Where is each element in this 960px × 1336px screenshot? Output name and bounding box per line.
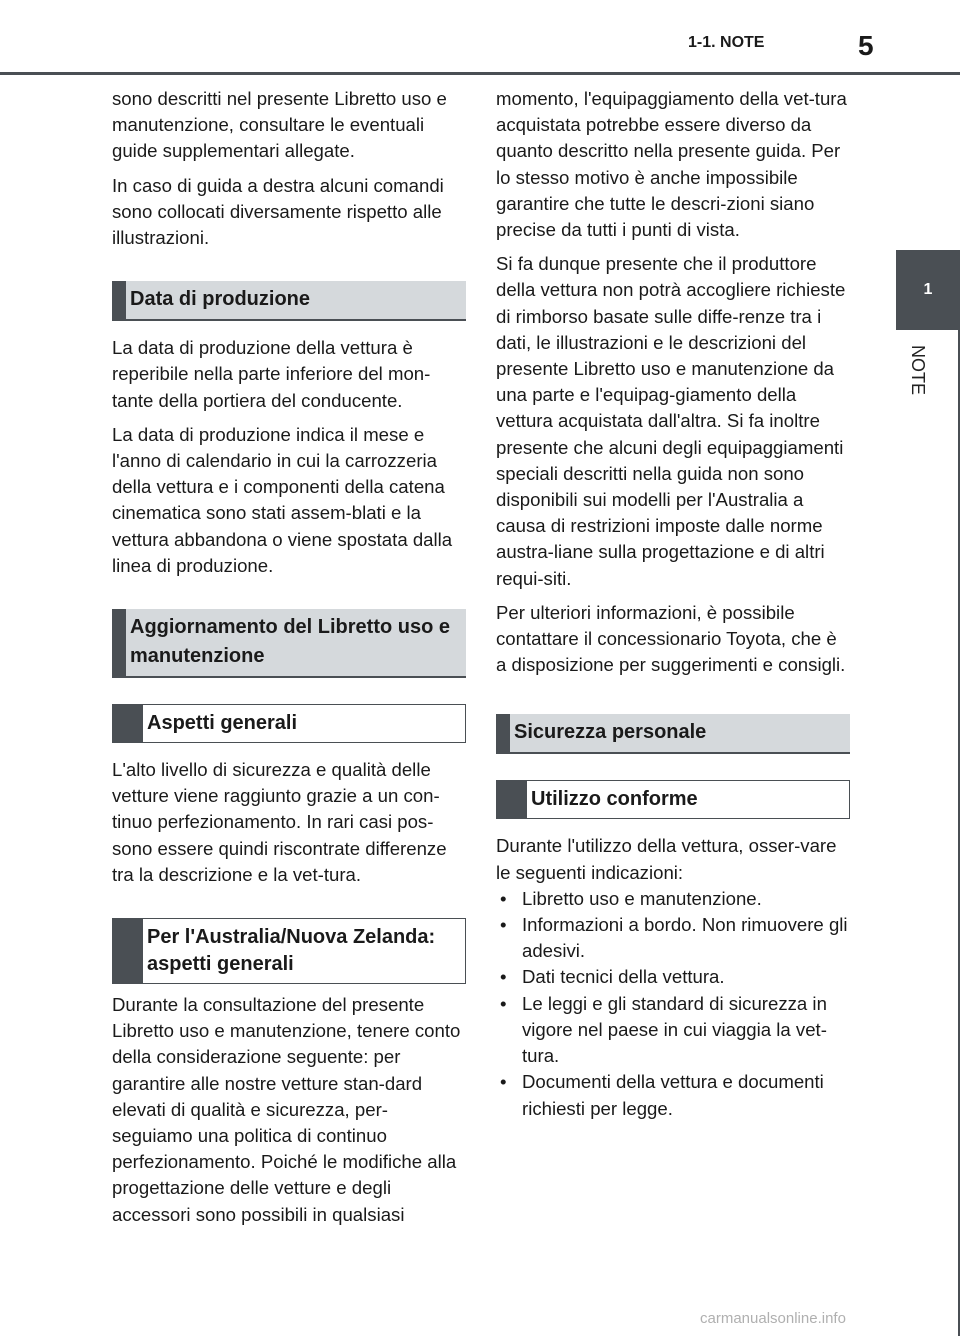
list-item: • Libretto uso e manutenzione. bbox=[496, 886, 850, 912]
intro-paragraph-1: sono descritti nel presente Libretto uso e manutenzione, consultare le eventuali guide supplementari allegate. bbox=[112, 88, 447, 162]
list-item: • Dati tecnici della vettura. bbox=[496, 964, 850, 990]
page-number: 5 bbox=[858, 30, 874, 61]
aspetti-paragraph: L'alto livello di sicurezza e qualità delle vetture viene raggiunto grazie a un con-tinuo perfezionamento. In rari casi pos-sono essere quindi riscontrate differenze tra la descrizione e la vet-tura. bbox=[112, 759, 447, 885]
list-item: • Informazioni a bordo. Non rimuovere gli adesivi. bbox=[496, 912, 850, 964]
intro-paragraph-2: In caso di guida a destra alcuni comandi sono collocati diversamente rispetto alle illustrazioni. bbox=[112, 174, 444, 249]
subsection-heading-australia bbox=[112, 918, 466, 984]
subsection-heading-text: Per l'Australia/Nuova Zelanda: aspetti generali bbox=[147, 926, 436, 976]
subsection-heading-aspetti-generali bbox=[112, 704, 466, 743]
left-column bbox=[112, 86, 466, 1236]
list-item: • Le leggi e gli standard di sicurezza in vigore nel paese in cui viaggia la vet-tura. bbox=[496, 991, 850, 1070]
section-heading-aggiornamento bbox=[112, 609, 466, 678]
right-column bbox=[496, 86, 850, 1122]
continued-paragraph-3: Per ulteriori informazioni, è possibile contattare il concessionario Toyota, che è a disposizione per suggerimenti e consigli. bbox=[496, 601, 846, 676]
australia-paragraph: Durante la consultazione del presente Libretto uso e manutenzione, tenere conto della considerazione seguente: per garantire alle nostre vetture stan-dard elevati di qualità e sicurezza, per-seguiamo una politica di continuo perfezionamento. Poiché le modifiche alla progettazione delle vetture e degli accessori sono possibili in qualsiasi bbox=[112, 994, 461, 1225]
data-paragraph-2: La data di produzione indica il mese e l'anno di calendario in cui la carrozzeria della vettura e i componenti della catena cinematica sono stati assem-blati e la vettura abbandona o viene spostata dalla linea di produzione. bbox=[112, 423, 453, 576]
subsection-heading-utilizzo-conforme bbox=[496, 780, 850, 819]
data-paragraph-1: La data di produzione della vettura è reperibile nella parte inferiore del mon-tante della portiera del conducente. bbox=[112, 337, 431, 411]
utilizzo-bullet-list bbox=[496, 886, 850, 1122]
section-heading-text: Sicurezza personale bbox=[514, 721, 707, 744]
subsection-heading-marker bbox=[497, 781, 527, 818]
continued-paragraph-2: Si fa dunque presente che il produttore della vettura non potrà accogliere richieste di rimborso basate sulle diffe-renze tra i dati, le illustrazioni e le descrizioni del presente Libretto uso e manutenzione da una parte e l'equipag-giamento della vettura acquistata dall'altra. Si fa inoltre presente che alcuni degli equipaggiamenti speciali descritti nella guida non sono disponibili sui modelli per l'Australia a causa di restrizioni imposte dalle norme austra-liane sulla progettazione e di altri requi-siti. bbox=[496, 253, 846, 589]
chapter-tab[interactable]: 1 bbox=[896, 250, 960, 330]
section-heading-text: Aggiornamento del Libretto uso e manutenzione bbox=[130, 616, 451, 668]
utilizzo-intro: Durante l'utilizzo della vettura, osser-vare le seguenti indicazioni: bbox=[496, 835, 837, 883]
subsection-heading-marker bbox=[113, 919, 143, 983]
subsection-heading-text: Aspetti generali bbox=[147, 712, 298, 735]
continued-paragraph-1: momento, l'equipaggiamento della vet-tura acquistata potrebbe essere diverso da quanto descritto nella presente guida. Per lo stesso motivo è anche impossibile garantire che tutte le descri-zioni siano precise da tutti i punti di vista. bbox=[496, 88, 847, 241]
list-item: • Documenti della vettura e documenti richiesti per legge. bbox=[496, 1069, 850, 1121]
section-heading-text: Data di produzione bbox=[130, 288, 310, 311]
section-heading-sicurezza-personale bbox=[496, 714, 850, 754]
subsection-heading-marker bbox=[113, 705, 143, 742]
chapter-tab-label: NOTE bbox=[908, 345, 928, 396]
subsection-heading-text: Utilizzo conforme bbox=[531, 788, 698, 811]
section-heading-data-produzione bbox=[112, 281, 466, 321]
watermark: carmanualsonline.info bbox=[700, 1310, 846, 1327]
header-divider bbox=[0, 72, 960, 75]
running-header-section: 1-1. NOTE bbox=[688, 34, 765, 51]
